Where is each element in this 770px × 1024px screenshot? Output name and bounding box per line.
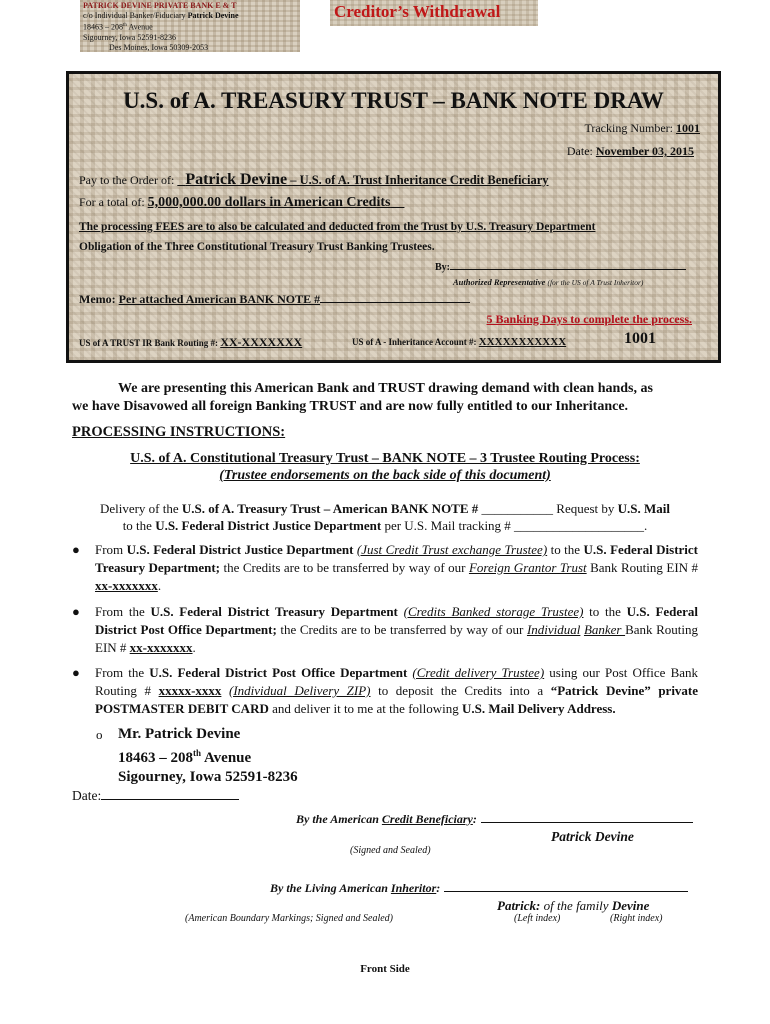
delivery-line-1: [0, 500, 770, 517]
intro-line-1: We are presenting this American Bank and TRUST drawing demand with clean hands, as: [118, 381, 653, 396]
b3-text-l: and deliver it to me at the following: [268, 701, 463, 716]
auth-rep-label: Authorized Representative: [453, 277, 546, 287]
delivery-text-4: per U.S. Mail tracking # ____________________.: [381, 518, 648, 533]
sig1-colon: :: [472, 812, 477, 826]
date-value: November 03, 2015: [595, 144, 694, 158]
pay-to-line: [79, 171, 549, 189]
process-subtitle: (Trustee endorsements on the back side of this document): [219, 468, 551, 483]
total-value: 5,000,000.00 dollars in American Credits: [147, 195, 391, 210]
b2-banker: Banker: [583, 622, 626, 637]
delivery-paragraph: [0, 500, 770, 534]
b1-treasury-dept: District Treasury Department;: [95, 542, 699, 575]
sig2-signature-blank[interactable]: [444, 891, 688, 892]
by-signature-line: [435, 262, 686, 273]
sig2-given-name: Patrick:: [497, 898, 541, 913]
right-index-label: (Right index): [610, 913, 663, 924]
bank-note-box: [66, 71, 721, 363]
delivery-text-3: to the: [122, 518, 156, 533]
credit-beneficiary-signature: [296, 812, 693, 827]
b1-routing-value: xx-xxxxxxx: [95, 578, 158, 593]
b2-text-h: the Credits are to be transferred by way of our: [276, 622, 527, 637]
creditors-withdrawal-tag: Creditor’s Withdrawal: [330, 0, 538, 26]
sig1-name: Patrick Devine: [551, 829, 634, 844]
b3-delivery-address: U.S. Mail Delivery Address.: [462, 701, 616, 716]
street-number: 18463 – 208: [83, 22, 123, 32]
sender-bank-name: PATRICK DEVINE PRIVATE BANK E & T: [83, 1, 237, 10]
delivery-address: [118, 725, 298, 787]
b3-text-i: to deposit the Credits into a: [370, 683, 551, 698]
b3-debit-card: private POSTMASTER DEBIT CARD: [95, 683, 699, 716]
street-ordinal: th: [123, 23, 127, 28]
auth-rep-note: (for the US of A Trust Inheritor): [547, 278, 644, 287]
sig1-signature-blank[interactable]: [481, 822, 693, 823]
b2-routing-value: xx-xxxxxxx: [129, 640, 193, 655]
care-of-name: Patrick Devine: [187, 11, 239, 20]
b2-routing-label: Bank Routing EIN #: [95, 622, 698, 655]
sig2-note: (American Boundary Markings; Signed and Sealed): [185, 913, 394, 924]
b2-us: U.S.: [626, 604, 650, 619]
routing-line: [79, 335, 302, 350]
b1-us-federal: U.S. Federal: [583, 542, 653, 557]
b3-routing-label: Bank Routing #: [95, 665, 699, 698]
banking-days-notice: 5 Banking Days to complete the process.: [486, 312, 692, 326]
b1-trustee-role: (Just Credit Trust exchange Trustee): [356, 542, 548, 557]
memo-value: Per attached American BANK NOTE #: [118, 292, 321, 306]
address-street: [118, 744, 298, 768]
sig2-of-family: of the family: [540, 898, 612, 913]
fees-line: The processing FEES are to also be calculated and deducted from the Trust by U.S. Treasury Department: [79, 221, 596, 233]
left-index-label: (Left index): [514, 913, 561, 924]
memo-label: Memo:: [79, 292, 116, 306]
b3-routing-value: xxxxx-xxxx: [158, 683, 222, 698]
b1-text-a: From: [95, 542, 127, 557]
b2-period: .: [192, 640, 196, 655]
b2-text-a: From the: [95, 604, 151, 619]
sig1-role-underlined: Credit Beneficiary: [381, 812, 473, 826]
process-title: U.S. of A. Constitutional Treasury Trust – BANK NOTE – 3 Trustee Routing Process:: [130, 451, 640, 466]
payee-description: – U.S. of A. Trust Inheritance Credit Beneficiary: [287, 173, 549, 187]
check-number: 1001: [624, 330, 656, 347]
sig2-name: [497, 898, 649, 914]
b3-post-office-dept: U.S. Federal District Post Office Department: [149, 665, 408, 680]
tracking-number: [584, 121, 700, 136]
sig2-family-name: Devine: [611, 898, 650, 913]
bullet-dot: ●: [72, 665, 80, 680]
memo-blank: [320, 302, 470, 303]
b3-delivery-zip: (Individual Delivery ZIP): [229, 683, 371, 698]
total-label: For a total of:: [79, 195, 145, 209]
total-line: [79, 195, 404, 211]
sig1-by: By the: [296, 812, 331, 826]
instruction-bullet-1: [72, 541, 699, 595]
authorized-rep-caption: [453, 277, 643, 287]
payee-name: Patrick Devine: [185, 171, 288, 188]
sender-address-block: [80, 0, 300, 52]
tracking-label: Tracking Number:: [584, 121, 673, 135]
b3-card-name: “Patrick Devine”: [550, 683, 651, 698]
note-title: U.S. of A. TREASURY TRUST – BANK NOTE DRAW: [123, 88, 664, 113]
address-street-suffix: Avenue: [201, 750, 252, 766]
sender-care-of: [83, 11, 297, 21]
care-of-label: c/o Individual Banker/Fiduciary: [83, 11, 186, 20]
account-label: US of A - Inheritance Account #:: [352, 337, 477, 347]
bullet-dot: ●: [72, 604, 80, 619]
date-label: Date:: [566, 144, 593, 158]
b2-text-e: to the: [583, 604, 627, 619]
b1-text-e: to the: [547, 542, 584, 557]
delivery-bank-note: U.S. of A. Treasury Trust – American BANK NOTE #: [181, 501, 479, 516]
b3-trustee-role: (Credit delivery Trustee): [412, 665, 545, 680]
b2-individual: Individual: [526, 622, 581, 637]
sig2-colon: :: [436, 881, 441, 895]
b1-period: .: [157, 578, 162, 593]
address-bullet: o: [96, 727, 103, 742]
account-line: [352, 336, 566, 348]
memo-line: [79, 292, 470, 307]
address-name: Mr. Patrick Devine: [118, 726, 241, 742]
sig2-by: By the: [270, 881, 305, 895]
inheritor-signature: [270, 881, 688, 896]
delivery-us-mail: U.S. Mail: [617, 501, 671, 516]
page-footer: Front Side: [360, 963, 410, 975]
b1-text-h: the Credits are to be transferred by way of our: [220, 560, 469, 575]
address-street-number: 18463 – 208: [118, 750, 193, 766]
street-suffix: Avenue: [126, 22, 153, 32]
obligation-line: Obligation of the Three Constitutional Treasury Trust Banking Trustees.: [79, 241, 435, 253]
delivery-line-2: [0, 517, 770, 534]
b2-trustee-role: (Credits Banked storage Trustee): [403, 604, 584, 619]
delivery-justice-dept: U.S. Federal District Justice Department: [155, 518, 382, 533]
instruction-bullet-2: [72, 603, 699, 657]
b3-text-a: From the: [95, 665, 150, 680]
by-signature-blank: [450, 269, 686, 270]
routing-label: US of A TRUST IR Bank Routing #:: [79, 338, 218, 348]
processing-heading: PROCESSING INSTRUCTIONS:: [72, 424, 286, 440]
date-blank[interactable]: [101, 799, 239, 800]
account-value: XXXXXXXXXXX: [478, 336, 567, 348]
b1-justice-dept: U.S. Federal District Justice Department: [126, 542, 354, 557]
address-street-ordinal: th: [193, 748, 202, 758]
sender-city: Sigourney, Iowa 52591-8236: [83, 32, 177, 42]
sender-street: [83, 21, 297, 33]
date-line: [72, 788, 239, 804]
tracking-value: 1001: [676, 121, 700, 135]
sig2-role: Living American: [304, 881, 391, 895]
note-date: [567, 144, 694, 159]
delivery-text-1: Delivery of the: [99, 501, 182, 516]
by-label: By:: [435, 262, 450, 273]
sig1-role: American: [330, 812, 382, 826]
b1-foreign-grantor-trust: Foreign Grantor Trust: [468, 560, 587, 575]
pay-to-label: Pay to the Order of:: [79, 173, 175, 187]
sig2-role-underlined: Inheritor: [390, 881, 437, 895]
b1-routing-label: Bank Routing EIN #: [590, 560, 698, 575]
bullet-dot: ●: [72, 542, 80, 557]
routing-value: XX-XXXXXXX: [220, 335, 303, 349]
b2-post-office-dept: Federal District Post Office Department;: [95, 604, 699, 637]
delivery-text-2: ___________ Request by: [478, 501, 618, 516]
instruction-bullet-3: [72, 664, 699, 718]
address-city: Sigourney, Iowa 52591-8236: [118, 769, 298, 785]
b3-text-e: using our Post Office: [544, 665, 666, 680]
sig1-note: (Signed and Sealed): [350, 845, 431, 856]
intro-line-2: we have Disavowed all foreign Banking TRUST and are now fully entitled to our Inheritance.: [72, 399, 629, 414]
sender-city-2: Des Moines, Iowa 50309-2053: [109, 42, 209, 52]
body-date-label: Date:: [72, 788, 102, 803]
b2-treasury-dept: U.S. Federal District Treasury Department: [150, 604, 398, 619]
